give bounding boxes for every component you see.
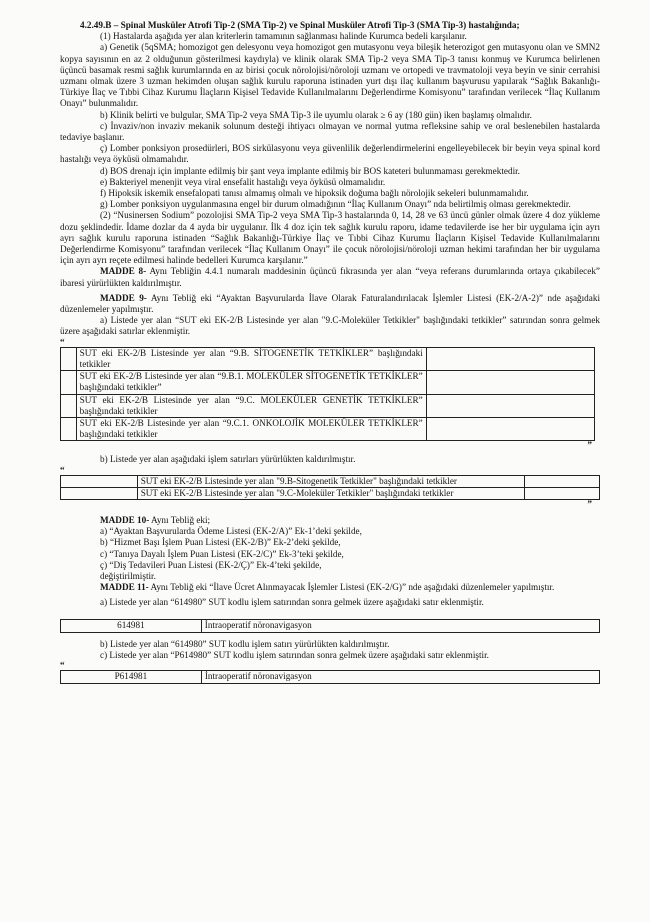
paragraph-1b: b) Klinik belirti ve bulgular, SMA Tip-2 veya SMA Tip-3 ile uyumlu olarak ≥ 6 ay (180 gün) iken başlamış olmalıdır. xyxy=(100,109,532,120)
table-cell: SUT eki EK-2/B Listesinde yer alan “9.B.1. MOLEKÜLER SİTOGENETİK TETKİKLER” başlığındaki tetkikler” xyxy=(76,371,426,394)
madde-11-text: Aynı Tebliğ eki “İlave Ücret Alınmayacak İşlemler Listesi (EK-2/G)” nde aşağıdaki düzenlemeler yapılmıştır. xyxy=(148,582,555,593)
open-quote-mark: “ xyxy=(60,464,65,475)
madde-10-item: ç) “Diş Tedavileri Puan Listesi (EK-2/Ç)” Ek-4’teki şekilde, xyxy=(100,559,322,570)
removed-rows-table xyxy=(60,475,600,500)
paragraph-1e: e) Bakteriyel menenjit veya viral ensefalit hastalığı veya öyküsü olmamalıdır. xyxy=(100,176,386,187)
table-row xyxy=(61,347,595,370)
paragraph-2: (2) “Nusinersen Sodium” pozolojisi SMA Tip-2 veya SMA Tip-3 hastalarında 0, 14, 28 ve 63 üncü günler olmak üzere 4 doz yükleme dozu şeklindedir. İdame dozlar da 4 ayda bir uygulanır. İlk 4 doz için tek sağlık kurulu raporu, idame tedavilerde ise her bir uygulama için ayrı ayrı sağlık kurulu raporuna istinaden “Sağlık Bakanlığı-Türkiye İlaç ve Tıbbi Cihaz Kurumu İlaçların Kişisel Tedavide Kullanılmalarını Değerlendirme Komisyonu” tarafından verilecek “İlaç Kullanım Onayı” ile çocuk nörolojisi/nöroloji uzman hekimi tarafından her bir uygulama için ayrı ayrı reçete edilmesi halinde bedelleri Kurumca karşılanır.” xyxy=(60,210,600,266)
table-cell: SUT eki EK-2/B Listesinde yer alan "9.B-Sitogenetik Tetkikler" başlığındaki tetkikler xyxy=(137,475,525,487)
open-quote-mark: “ xyxy=(60,659,65,670)
madde-10-label: MADDE 10- xyxy=(100,514,150,525)
madde-9-text: Aynı Tebliğ eki “Ayaktan Başvurularda İlave Olarak Faturalandırılacak İşlemler Listesi (EK-2/A-2)” nde aşağıdaki düzenlemeler yapılmıştır. xyxy=(60,292,601,315)
madde-9a: a) Listede yer alan “SUT eki EK-2/B Listesinde yer alan "9.C-Moleküler Tetkikler" başlığındaki tetkikler” satırından sonra gelmek üzere aşağıdaki satırlar eklenmiştir. xyxy=(60,315,600,337)
madde-11a: a) Listede yer alan “614980” SUT kodlu işlem satırından sonra gelmek üzere aşağıdaki satır eklenmiştir. xyxy=(100,597,484,608)
paragraph-1c: c) İnvaziv/non invaziv mekanik solunum desteği ihtiyacı olmayan ve normal yutma refleksine sahip ve oral beslenebilen hastalarda tedaviye başlanır. xyxy=(60,120,600,143)
madde-10-item: b) “Hizmet Başı İşlem Puan Listesi (EK-2/B)” Ek-2’deki şekilde, xyxy=(100,537,341,548)
section-heading: 4.2.49.B – Spinal Musküler Atrofi Tip-2 (SMA Tip-2) ve Spinal Musküler Atrofi Tip-3 (SMA Tip-3) hastalığında; xyxy=(80,20,520,30)
procedure-name: İntraoperatif nöronavigasyon xyxy=(201,619,599,632)
madde-10 xyxy=(60,515,600,526)
madde-11-label: MADDE 11- xyxy=(100,582,149,593)
open-quote-mark: “ xyxy=(60,336,65,347)
madde-10-item: değiştirilmiştir. xyxy=(100,570,156,581)
table-cell: SUT eki EK-2/B Listesinde yer alan “9.C.1. ONKOLOJİK MOLEKÜLER TETKİKLER” başlığındaki tetkikler xyxy=(76,417,426,440)
madde-11 xyxy=(60,582,600,593)
procedure-name: İntraoperatif nöronavigasyon xyxy=(201,670,599,683)
paragraph-1a: a) Genetik (5qSMA; homozigot gen delesyonu veya homozigot gen mutasyonu veya bileşik heterozigot gen mutasyonu olan ve SMN2 kopya sayısının en az 2 olduğunun gösterilmesi kaydıyla) ve klinik olarak SMA Tip-2 veya SMA Tip-3 tanısı konmuş ve Kurumca belirlenen üçüncü basamak resmi sağlık kurumlarında en az birisi çocuk nörolojisi/nöroloji uzmanı ve ortopedi ve travmatoloji veya beyin ve sinir cerrahisi uzmanı olmak üzere 3 uzman hekimden oluşan sağlık kurulu raporuna istinaden yurt dışı ilaç kullanım başvurusu yapılarak “Sağlık Bakanlığı-Türkiye İlaç ve Tıbbi Cihaz Kurumu İlaçların Kişisel Tedavide Kullanılmalarını Değerlendirme Komisyonu” tarafından verilecek “İlaç Kullanım Onayı” bulunmalıdır. xyxy=(60,42,600,109)
table-row xyxy=(61,417,595,440)
paragraph-1: (1) Hastalarda aşağıda yer alan kriterlerin tamamının sağlanması halinde Kurumca bedeli karşılanır. xyxy=(100,31,467,42)
paragraph-1d: d) BOS drenajı için implante edilmiş bir şant veya implante edilmiş bir BOS kateteri bulunmaması gerekmektedir. xyxy=(100,165,520,176)
madde-8-label: MADDE 8- xyxy=(100,266,147,277)
madde-9b: b) Listede yer alan aşağıdaki işlem satırları yürürlükten kaldırılmıştır. xyxy=(100,454,356,465)
table-row xyxy=(61,487,600,499)
table-row xyxy=(61,394,595,417)
added-rows-table xyxy=(60,347,595,442)
document-body xyxy=(60,20,600,684)
table-row xyxy=(61,619,600,632)
madde-8-text: Aynı Tebliğin 4.4.1 numaralı maddesinin üçüncü fıkrasında yer alan “veya referans durumlarında ortaya çıkabilecek” ibaresi yürürlükten kaldırılmıştır. xyxy=(60,266,601,288)
madde-9-label: MADDE 9- xyxy=(100,292,147,303)
madde-10-item: a) “Ayaktan Başvurularda Ödeme Listesi (EK-2/A)” Ek-1’deki şekilde, xyxy=(100,526,362,537)
paragraph-1f: f) Hipoksik iskemik ensefalopati tanısı almamış olmalı ve hipoksik doğuma bağlı nörolojik sekeleri bulunmamalıdır. xyxy=(100,188,529,199)
madde-10-item: c) “Tanıya Dayalı İşlem Puan Listesi (EK-2/C)” Ek-3’teki şekilde, xyxy=(100,548,344,559)
close-quote-mark: ” xyxy=(587,440,592,451)
madde-11c: c) Listede yer alan “P614980” SUT kodlu işlem satırından sonra gelmek üzere aşağıdaki satır eklenmiştir. xyxy=(100,649,489,660)
sut-code-table-c xyxy=(60,670,600,684)
close-quote-mark: ” xyxy=(587,498,592,509)
table-cell: SUT eki EK-2/B Listesinde yer alan “9.C. MOLEKÜLER GENETİK TETKİKLER” başlığındaki tetkikler xyxy=(76,394,426,417)
paragraph-1g: g) Lomber ponksiyon uygulanmasına engel bir durum olmadığının “İlaç Kullanım Onayı” nda belirtilmiş olması gerekmektedir. xyxy=(100,199,571,210)
madde-10-text: Aynı Tebliğ eki; xyxy=(149,514,211,525)
table-row xyxy=(61,475,600,487)
table-row xyxy=(61,371,595,394)
sut-code: 614981 xyxy=(61,619,202,632)
paragraph-1cc: ç) Lomber ponksiyon prosedürleri, BOS sirkülasyonu veya güvenlilik değerlendirmelerini engelleyebilecek bir beyin veya spinal kord hastalığı veya öyküsü olmamalıdır. xyxy=(60,143,600,165)
madde-8 xyxy=(60,266,600,288)
madde-9 xyxy=(60,293,600,315)
table-cell: SUT eki EK-2/B Listesinde yer alan "9.C-Moleküler Tetkikler" başlığındaki tetkikler xyxy=(137,487,525,499)
table-cell: SUT eki EK-2/B Listesinde yer alan “9.B. SİTOGENETİK TETKİKLER” başlığındaki tetkikler xyxy=(76,347,426,370)
sut-code: P614981 xyxy=(61,670,202,683)
table-row xyxy=(61,670,600,683)
madde-11b: b) Listede yer alan “614980” SUT kodlu işlem satırı yürürlükten kaldırılmıştır. xyxy=(100,638,390,649)
sut-code-table-a xyxy=(60,619,600,633)
